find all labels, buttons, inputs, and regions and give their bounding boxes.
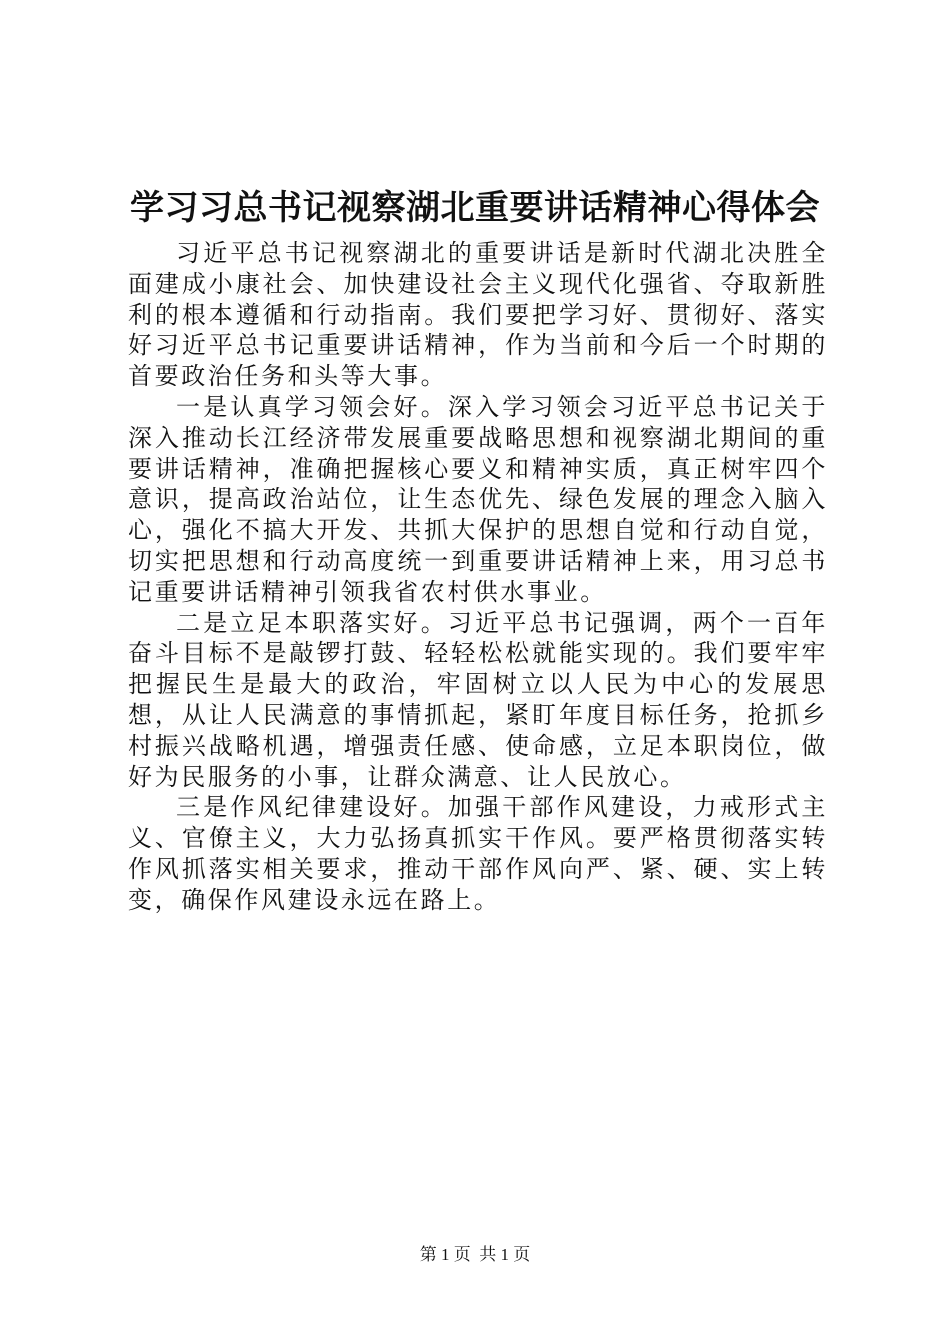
document-title: 学习习总书记视察湖北重要讲话精神心得体会 [130,188,820,228]
paragraph-implement: 二是立足本职落实好。习近平总书记强调，两个一百年奋斗目标不是敲锣打鼓、轻轻松松就能实现的。我们要牢牢把握民生是最大的政治，牢固树立以人民为中心的发展思想，从让人民满意的事情抓起，紧盯年度目标任务，抢抓乡村振兴战略机遇，增强责任感、使命感，立足本职岗位，做好为民服务的小事，让群众满意、让人民放心。 [128,608,828,791]
paragraph-study: 一是认真学习领会好。深入学习领会习近平总书记关于深入推动长江经济带发展重要战略思想和视察湖北期间的重要讲话精神，准确把握核心要义和精神实质，真正树牢四个意识，提高政治站位，让生态优先、绿色发展的理念入脑入心，强化不搞大开发、共抓大保护的思想自觉和行动自觉，切实把思想和行动高度统一到重要讲话精神上来，用习总书记重要讲话精神引领我省农村供水事业。 [128,392,828,606]
paragraph-discipline: 三是作风纪律建设好。加强干部作风建设，力戒形式主义、官僚主义，大力弘扬真抓实干作风。要严格贯彻落实转作风抓落实相关要求，推动干部作风向严、紧、硬、实上转变，确保作风建设永远在路上。 [128,793,828,914]
page-total: 共 1 页 [479,1245,531,1264]
page-number: 第 1 页 [419,1245,471,1264]
document-body [128,238,828,916]
paragraph-intro: 习近平总书记视察湖北的重要讲话是新时代湖北决胜全面建成小康社会、加快建设社会主义现代化强省、夺取新胜利的根本遵循和行动指南。我们要把学习好、贯彻好、落实好习近平总书记重要讲话精神，作为当前和今后一个时期的首要政治任务和头等大事。 [128,239,828,391]
footer-separator [471,1245,480,1264]
page-footer [0,1243,950,1267]
